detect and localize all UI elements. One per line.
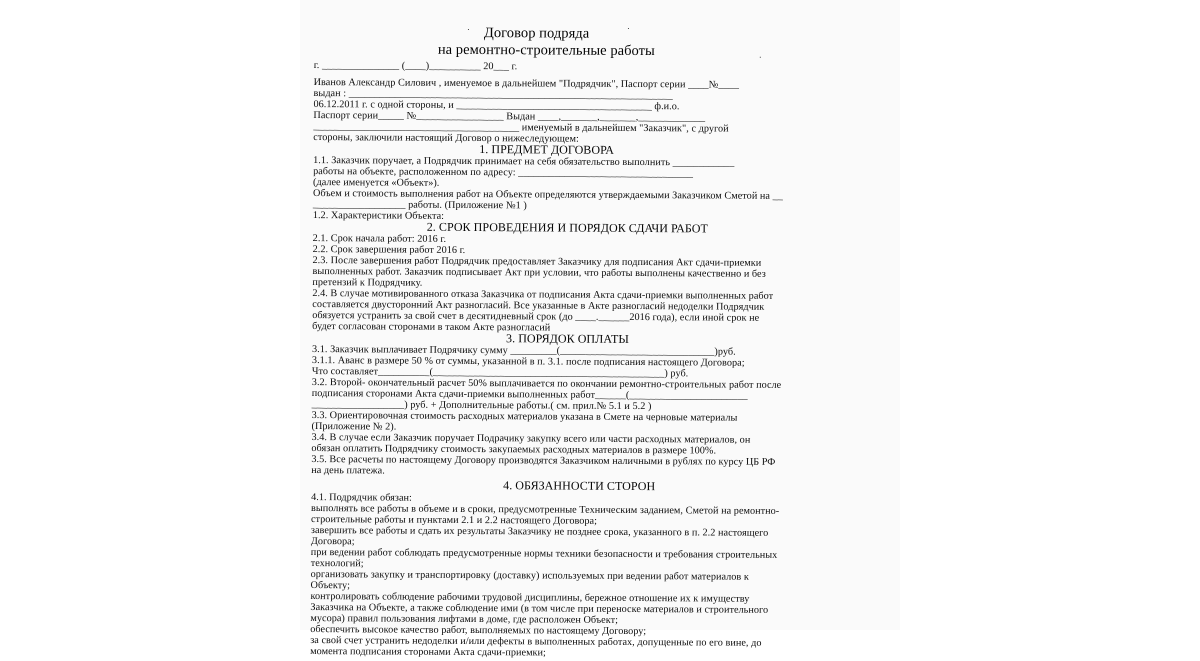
- section-1-line: (далее именуется «Объект»).: [312, 177, 440, 189]
- section-2-line: будет согласован сторонами в таком Акте разногласий: [312, 321, 551, 334]
- section-2-line: 2.1. Срок начала работ: 2016 г.: [312, 233, 447, 245]
- section-heading-4: 4. ОБЯЗАННОСТИ СТОРОН: [503, 478, 656, 494]
- section-3-line: обязан оплатить Подрядчику стоимость закупаемых расходных материалов в размере 100%.: [311, 443, 717, 457]
- section-4-line: за свой счет устранить недоделки и/или дефекты в выполненных работах, допущенные по его вине, до: [310, 635, 762, 649]
- section-2-line: 2.4. В случае мотивированного отказа Заказчика от подписания Акта сдачи-приемки выполненных работ: [312, 288, 774, 302]
- document-subtitle: на ремонтно-строительные работы: [437, 41, 655, 60]
- contractor-line: Иванов Александр Силович , именуемое в дальнейшем "Подрядчик", Паспорт серии ____№____: [313, 77, 740, 91]
- section-4-line: при ведении работ соблюдать предусмотренные нормы техники безопасности и требования строительных: [310, 547, 778, 561]
- issued-line: выдан : _______________________________________________________________: [313, 88, 673, 102]
- section-4-line: Договора;: [310, 536, 355, 548]
- section-1-line: работы на объекте, расположенном по адресу: __________________________________: [313, 166, 694, 180]
- customer-line: 06.12.2011 г. с одной стороны, и ______________________________________ ф.и.о.: [313, 99, 680, 113]
- section-1-line: 1.2. Характеристики Объекта:: [312, 210, 445, 222]
- section-4-line: момента подписания сторонами Акта сдачи-приемки;: [310, 646, 546, 659]
- section-3-line: 3.2. Второй- окончательный расчет 50% выплачивается по окончании ремонтно-строительных работ после: [311, 377, 782, 391]
- section-4-line: мусора) правил пользования лифтами в доме, где расположен Объект;: [310, 613, 619, 626]
- scan-speck: [760, 57, 761, 58]
- scan-speck: [468, 29, 469, 30]
- scan-speck: [628, 28, 629, 29]
- section-4-line: обеспечить высокое качество работ, выполняемых по настоящему Договору;: [310, 624, 647, 638]
- place-date-line: г. _______________ (____)__________ 20___ г.: [313, 60, 518, 73]
- section-1-line: 1.1. Заказчик поручает, а Подрядчик принимает на себя обязательство выполнить ____________: [313, 155, 735, 169]
- section-4-line: строительные работы и пунктами 2.1 и 2.2 настоящего Договора;: [310, 514, 598, 527]
- section-3-line: __________________) руб. + Дополнительные работы.( см. прил.№ 5.1 и 5.2 ): [311, 399, 652, 413]
- section-2-line: претензий к Подрядчику.: [312, 277, 423, 289]
- section-3-line: подписания сторонами Акта сдачи-приемки выполненных работ______(_______________________: [311, 388, 748, 402]
- section-3-line: на день платежа.: [311, 465, 385, 477]
- section-2-line: 2.3. После завершения работ Подрядчик предоставляет Заказчику для подписания Акт сдачи-приемки: [312, 255, 762, 269]
- document-body: [308, 24, 898, 659]
- section-3-line: 3.1.1. Аванс в размере 50 % от суммы, указанной в п. 3.1. после подписания настоящего Договора;: [311, 355, 745, 369]
- agreement-line: стороны, заключили настоящий Договор о нижеследующем:: [313, 132, 579, 145]
- section-3-line: 3.5. Все расчеты по настоящему Договору производятся Заказчиком наличными в рублях по курсу ЦБ РФ: [311, 454, 776, 468]
- section-heading-2: 2. СРОК ПРОВЕДЕНИЯ И ПОРЯДОК СДАЧИ РАБОТ: [426, 219, 708, 236]
- section-3-line: 3.1. Заказчик выплачивает Подрячику сумму _________(______________________________)руб.: [311, 344, 736, 358]
- section-4-line: организовать закупку и транспортировку (доставку) используемых при ведении работ материалов к: [310, 569, 749, 583]
- section-2-line: обязуется устранить за свой счет в десятидневный срок (до ____.______2016 года), если иной срок не: [312, 310, 760, 324]
- section-3-line: 3.4. В случае если Заказчик поручает Подрачику закупку всего или части расходных материалов, он: [311, 432, 751, 446]
- document-title: Договор подряда: [483, 25, 590, 42]
- section-2-line: выполненных работ. Заказчик подписывает Акт при условии, что работы выполнены качественно и без: [312, 266, 766, 280]
- passport-line: Паспорт серии_____ №_________________ Выдан ____,_______,_______,_____________: [313, 110, 706, 124]
- section-3-line: 3.3. Ориентировочная стоимость расходных материалов указана в Смете на черновые материалы: [311, 410, 738, 424]
- section-4-line: Заказчика на Объекте, а также соблюдение ими (в том числе при переноске материалов и строительного: [310, 602, 769, 616]
- section-heading-3: 3. ПОРЯДОК ОПЛАТЫ: [506, 331, 629, 346]
- section-heading-1: 1. ПРЕДМЕТ ДОГОВОРА: [479, 142, 615, 157]
- section-4-line: технологий;: [310, 558, 364, 570]
- section-3-line: Что составляет__________(_____________________________________________) руб.: [311, 366, 689, 380]
- section-4-line: 4.1. Подрядчик обязан:: [311, 492, 412, 504]
- section-3-line: (Приложение № 2).: [311, 421, 397, 433]
- scanned-document: [300, 0, 900, 659]
- customer-role-line: ________________________________________ именуемый в дальнейшем "Заказчик", с другой: [313, 121, 729, 135]
- section-4-line: завершить все работы и сдать их результаты Заказчику не позднее срока, указанного в п. 2.2 настоящего: [310, 525, 769, 539]
- section-2-line: составляется двусторонний Акт разногласий. Все указанные в Акте разногласий недоделки Подрядчик: [312, 299, 765, 313]
- section-1-line: Объем и стоимость выполнения работ на Объекте определяются утверждаемыми Заказчиком Сметой на __: [312, 188, 783, 202]
- section-1-line: __________________ работы. (Приложение №1 ): [312, 199, 527, 212]
- section-4-line: контролировать соблюдение рабочими трудовой дисциплины, бережное отношение их к имуществу: [310, 591, 750, 605]
- section-4-line: выполнять все работы в объеме и в сроки, предусмотренные Техническим заданием, Сметой на ремонтно-: [311, 503, 780, 517]
- section-2-line: 2.2. Срок завершения работ 2016 г.: [312, 244, 466, 256]
- section-4-line: Объекту;: [310, 580, 351, 592]
